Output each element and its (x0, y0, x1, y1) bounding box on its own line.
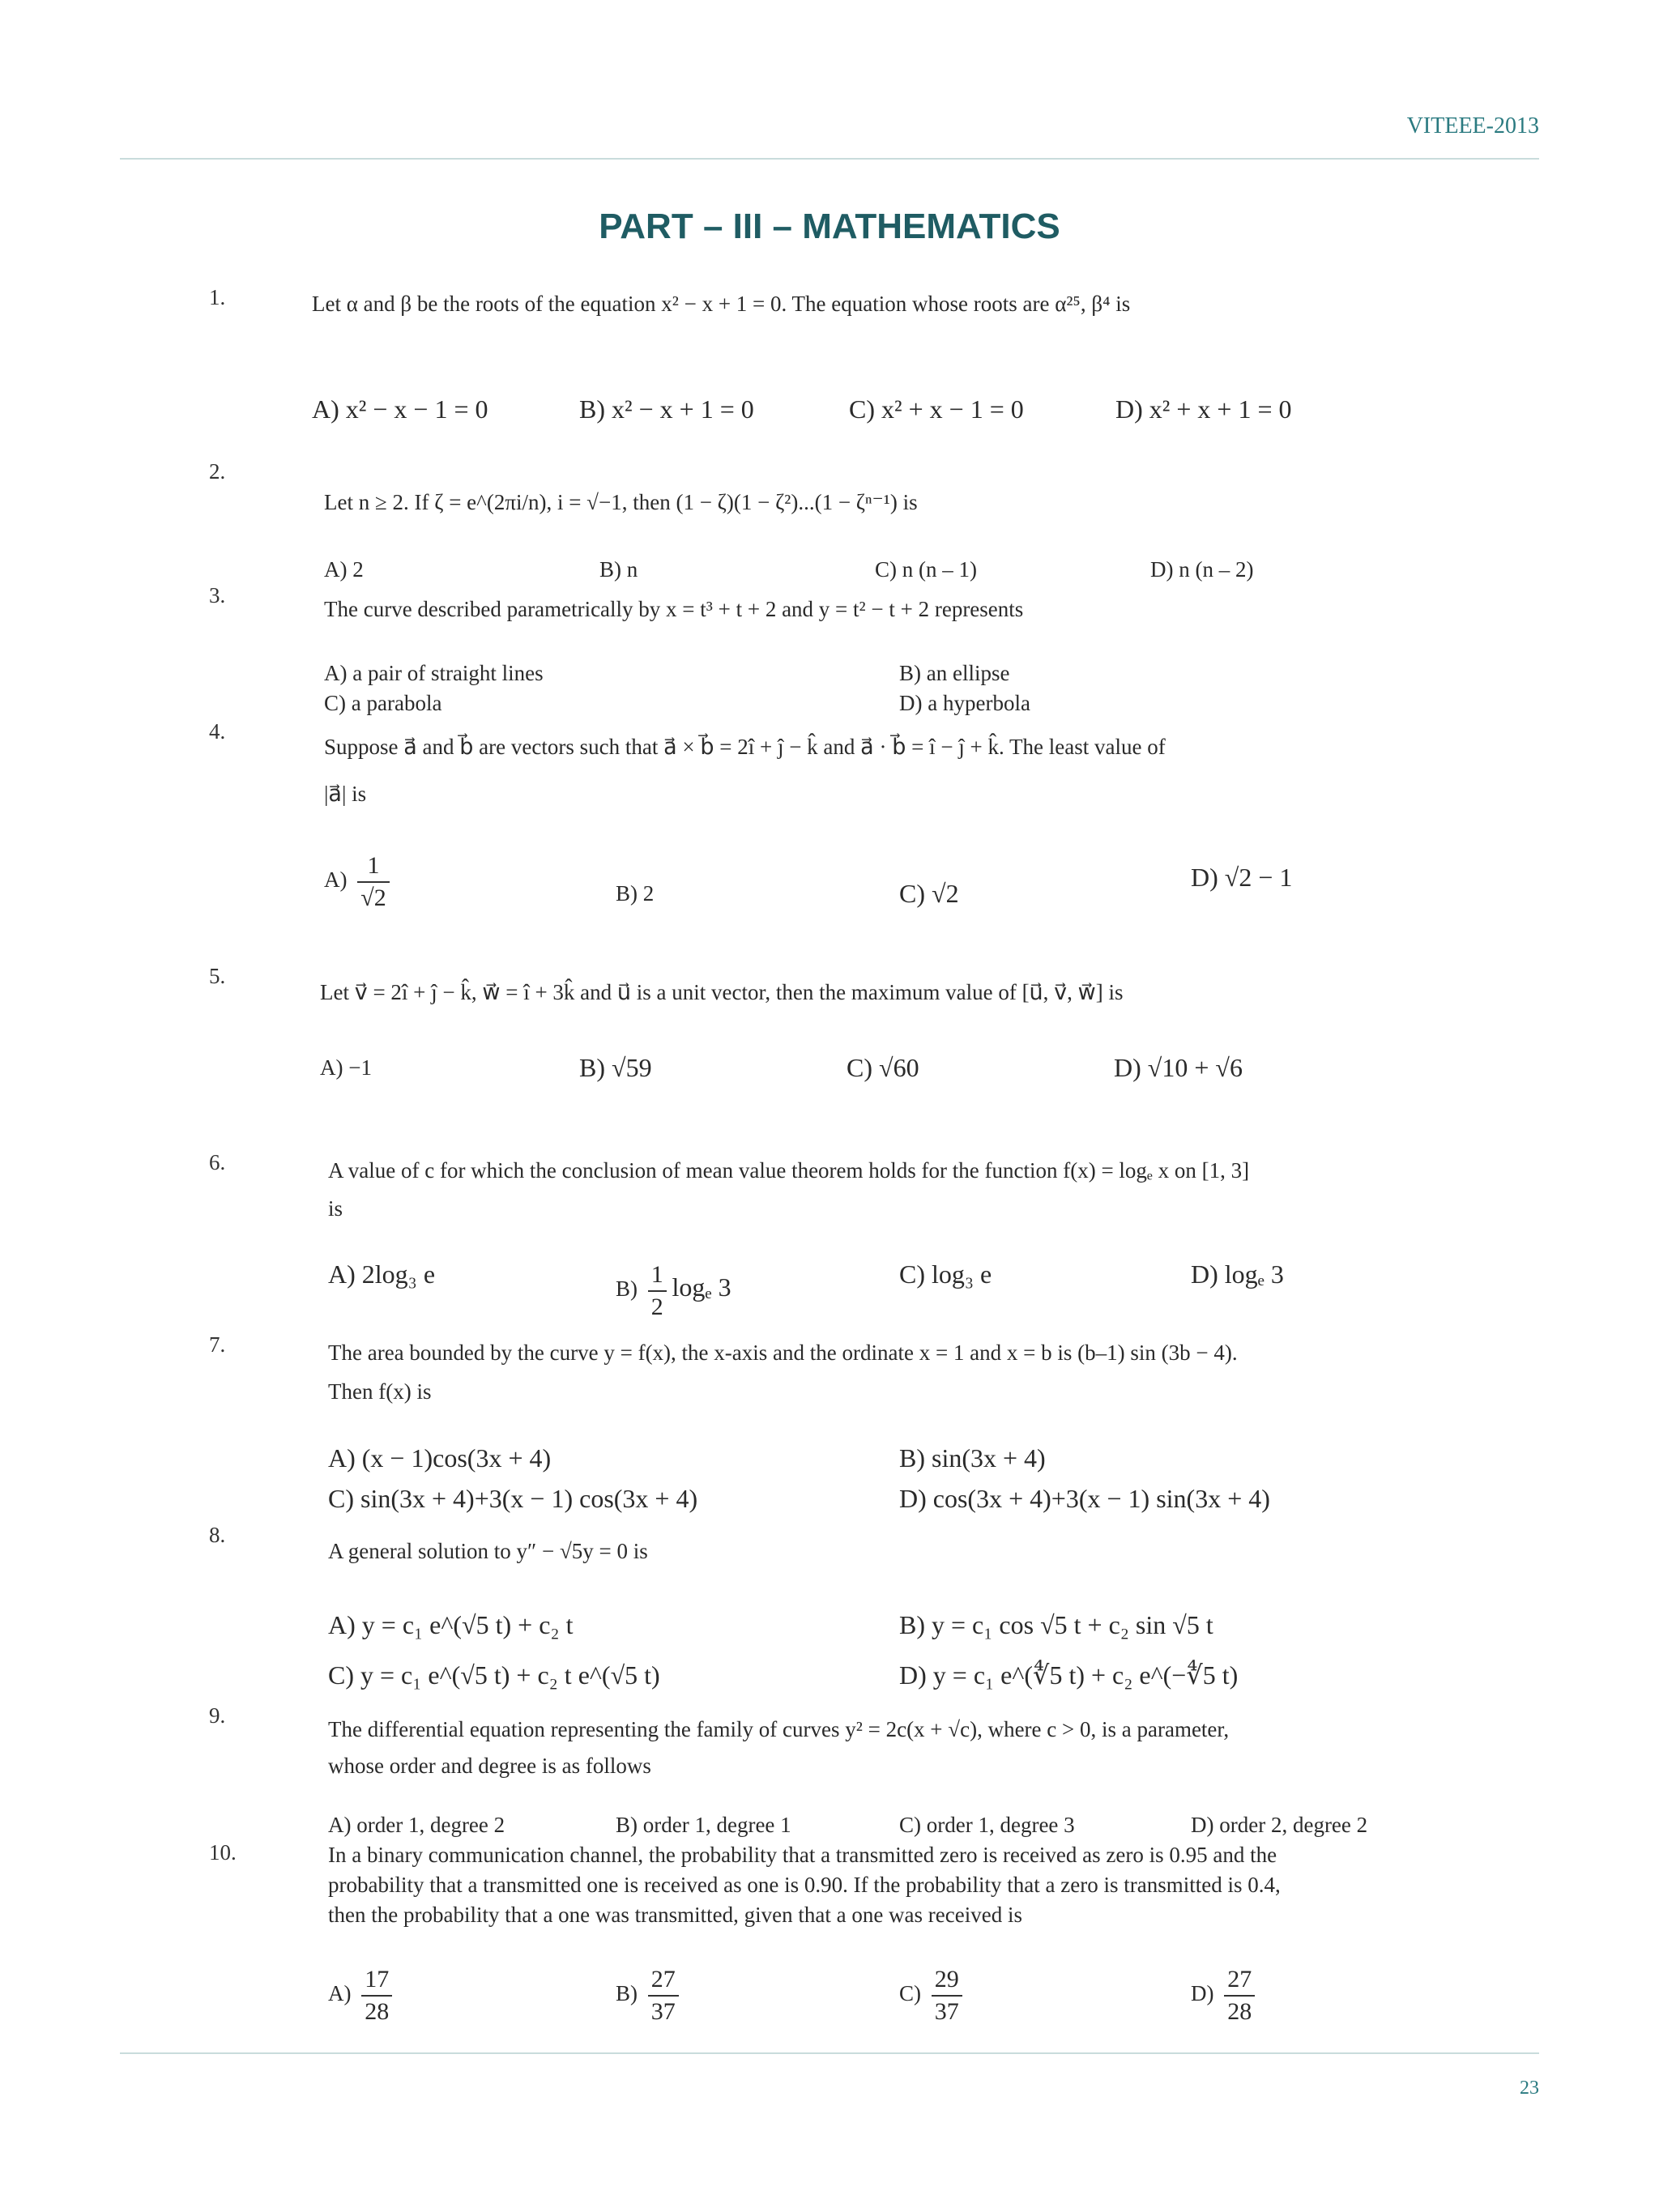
option-label: C) (899, 1981, 921, 2006)
option-a: A) 2log₃ e (328, 1259, 436, 1289)
question-text: The differential equation representing the family of curves y² = 2c(x + √c), where c > 0, is a parameter, (328, 1717, 1230, 1741)
question-text: Let α and β be the roots of the equation x² − x + 1 = 0. The equation whose roots are α²⁵, β⁴ is (312, 292, 1131, 316)
fraction-denominator: 28 (365, 1998, 390, 2025)
fraction-denominator: 2 (650, 1294, 663, 1320)
option-b: B) 2 (616, 881, 655, 906)
question-text: Suppose a⃗ and b⃗ are vectors such that a⃗ × b⃗ = 2î + ĵ − k̂ and a⃗ · b⃗ = î − ĵ + k̂. The least value of (324, 735, 1166, 759)
option-d (1191, 1964, 1255, 2027)
option-a: A) x² − x − 1 = 0 (312, 394, 488, 424)
option-b: B) an ellipse (899, 661, 1010, 685)
option-d: D) x² + x + 1 = 0 (1115, 394, 1292, 424)
option-d: D) logₑ 3 (1191, 1259, 1284, 1289)
question-number: 7. (209, 1332, 226, 1357)
fraction (1224, 1964, 1255, 2027)
fraction-denominator: 28 (1227, 1998, 1252, 2025)
option-d: D) n (n – 2) (1150, 557, 1254, 582)
question-text: The curve described parametrically by x = t³ + t + 2 and y = t² − t + 2 represents (324, 597, 1024, 621)
fraction-numerator: 1 (357, 850, 389, 883)
question-text-continued: then the probability that a one was transmitted, given that a one was received is (328, 1903, 1022, 1927)
option-a: A) −1 (320, 1055, 372, 1080)
fraction-denominator: 37 (934, 1998, 959, 2025)
question-number: 3. (209, 583, 226, 607)
option-d: D) √2 − 1 (1191, 863, 1293, 892)
fraction-denominator: 37 (650, 1998, 676, 2025)
question-number: 9. (209, 1703, 226, 1728)
option-a (328, 1964, 392, 2027)
question-text: The area bounded by the curve y = f(x), the x-axis and the ordinate x = 1 and x = b is (b–1) sin (3b − 4). (328, 1340, 1238, 1365)
question-number: 10. (209, 1840, 237, 1865)
option-b: B) x² − x + 1 = 0 (579, 394, 754, 424)
option-label: B) (616, 1981, 638, 2006)
option-d: D) cos(3x + 4)+3(x − 1) sin(3x + 4) (899, 1484, 1270, 1513)
option-c: C) √2 (899, 879, 959, 908)
question-number: 5. (209, 964, 226, 988)
option-d: D) √10 + √6 (1114, 1053, 1243, 1082)
option-c: C) x² + x − 1 = 0 (849, 394, 1024, 424)
option-b: B) y = c₁ cos √5 t + c₂ sin √5 t (899, 1610, 1213, 1639)
option-c: C) n (n – 1) (875, 557, 977, 582)
option-a: A) 2 (324, 557, 364, 582)
question-text: A general solution to y″ − √5y = 0 is (328, 1539, 648, 1563)
option-b (616, 1259, 731, 1323)
option-c: C) sin(3x + 4)+3(x − 1) cos(3x + 4) (328, 1484, 698, 1513)
page-number: 23 (1520, 2078, 1539, 2099)
option-b: B) n (599, 557, 638, 582)
option-b: B) √59 (579, 1053, 652, 1082)
question-text: Let v⃗ = 2î + ĵ − k̂, w⃗ = î + 3k̂ and u⃗ is a unit vector, then the maximum value of [u⃗, v⃗, w⃗] is (320, 980, 1124, 1004)
option-c: C) a parabola (324, 691, 442, 715)
question-text-continued: whose order and degree is as follows (328, 1754, 651, 1778)
fraction-denominator: √2 (360, 884, 386, 911)
page-title: PART – III – MATHEMATICS (599, 207, 1060, 246)
fraction-numerator: 17 (361, 1964, 392, 1997)
exam-label: VITEEE-2013 (1406, 113, 1539, 139)
question-number: 4. (209, 719, 226, 744)
option-c: C) order 1, degree 3 (899, 1813, 1075, 1837)
fraction (361, 1964, 392, 2027)
fraction-numerator: 29 (932, 1964, 962, 1997)
option-d: D) a hyperbola (899, 691, 1030, 715)
option-label: B) (616, 1276, 638, 1302)
fraction-numerator: 27 (648, 1964, 679, 1997)
question-text: Let n ≥ 2. If ζ = e^(2πi/n), i = √−1, then (1 − ζ)(1 − ζ²)...(1 − ζⁿ⁻¹) is (324, 490, 918, 514)
question-text-continued: Then f(x) is (328, 1379, 432, 1404)
question-number: 2. (209, 459, 226, 484)
question-text: A value of c for which the conclusion of mean value theorem holds for the function f(x) = logₑ x on [1, 3] (328, 1158, 1250, 1183)
option-label: A) (324, 867, 348, 893)
footer-divider (120, 2052, 1539, 2054)
option-a: A) (x − 1)cos(3x + 4) (328, 1443, 552, 1473)
option-c: C) √60 (847, 1053, 919, 1082)
option-b (616, 1964, 679, 2027)
option-b: B) order 1, degree 1 (616, 1813, 791, 1837)
question-number: 1. (209, 285, 226, 309)
option-expression: logₑ 3 (672, 1272, 731, 1302)
fraction (648, 1259, 667, 1323)
option-c: C) y = c₁ e^(√5 t) + c₂ t e^(√5 t) (328, 1660, 660, 1690)
question-text-continued: is (328, 1196, 343, 1221)
header-divider (120, 158, 1539, 160)
question-text: In a binary communication channel, the probability that a transmitted zero is received as zero is 0.95 and the (328, 1843, 1277, 1867)
fraction (648, 1964, 679, 2027)
option-d: D) y = c₁ e^(∜5 t) + c₂ e^(−∜5 t) (899, 1660, 1239, 1690)
fraction-numerator: 27 (1224, 1964, 1255, 1997)
fraction (932, 1964, 962, 2027)
option-a (324, 850, 390, 914)
question-text-continued: |a⃗| is (324, 782, 367, 806)
option-b: B) sin(3x + 4) (899, 1443, 1046, 1473)
option-a: A) a pair of straight lines (324, 661, 544, 685)
option-a: A) order 1, degree 2 (328, 1813, 505, 1837)
question-text-continued: probability that a transmitted one is received as one is 0.90. If the probability that a zero is transmitted is 0.4, (328, 1873, 1281, 1897)
option-d: D) order 2, degree 2 (1191, 1813, 1368, 1837)
option-c (899, 1964, 962, 2027)
fraction-numerator: 1 (648, 1259, 667, 1292)
option-label: A) (328, 1981, 352, 2006)
option-c: C) log₃ e (899, 1259, 992, 1289)
question-number: 8. (209, 1523, 226, 1547)
question-number: 6. (209, 1150, 226, 1174)
option-a: A) y = c₁ e^(√5 t) + c₂ t (328, 1610, 574, 1639)
fraction (357, 850, 389, 914)
option-label: D) (1191, 1981, 1214, 2006)
